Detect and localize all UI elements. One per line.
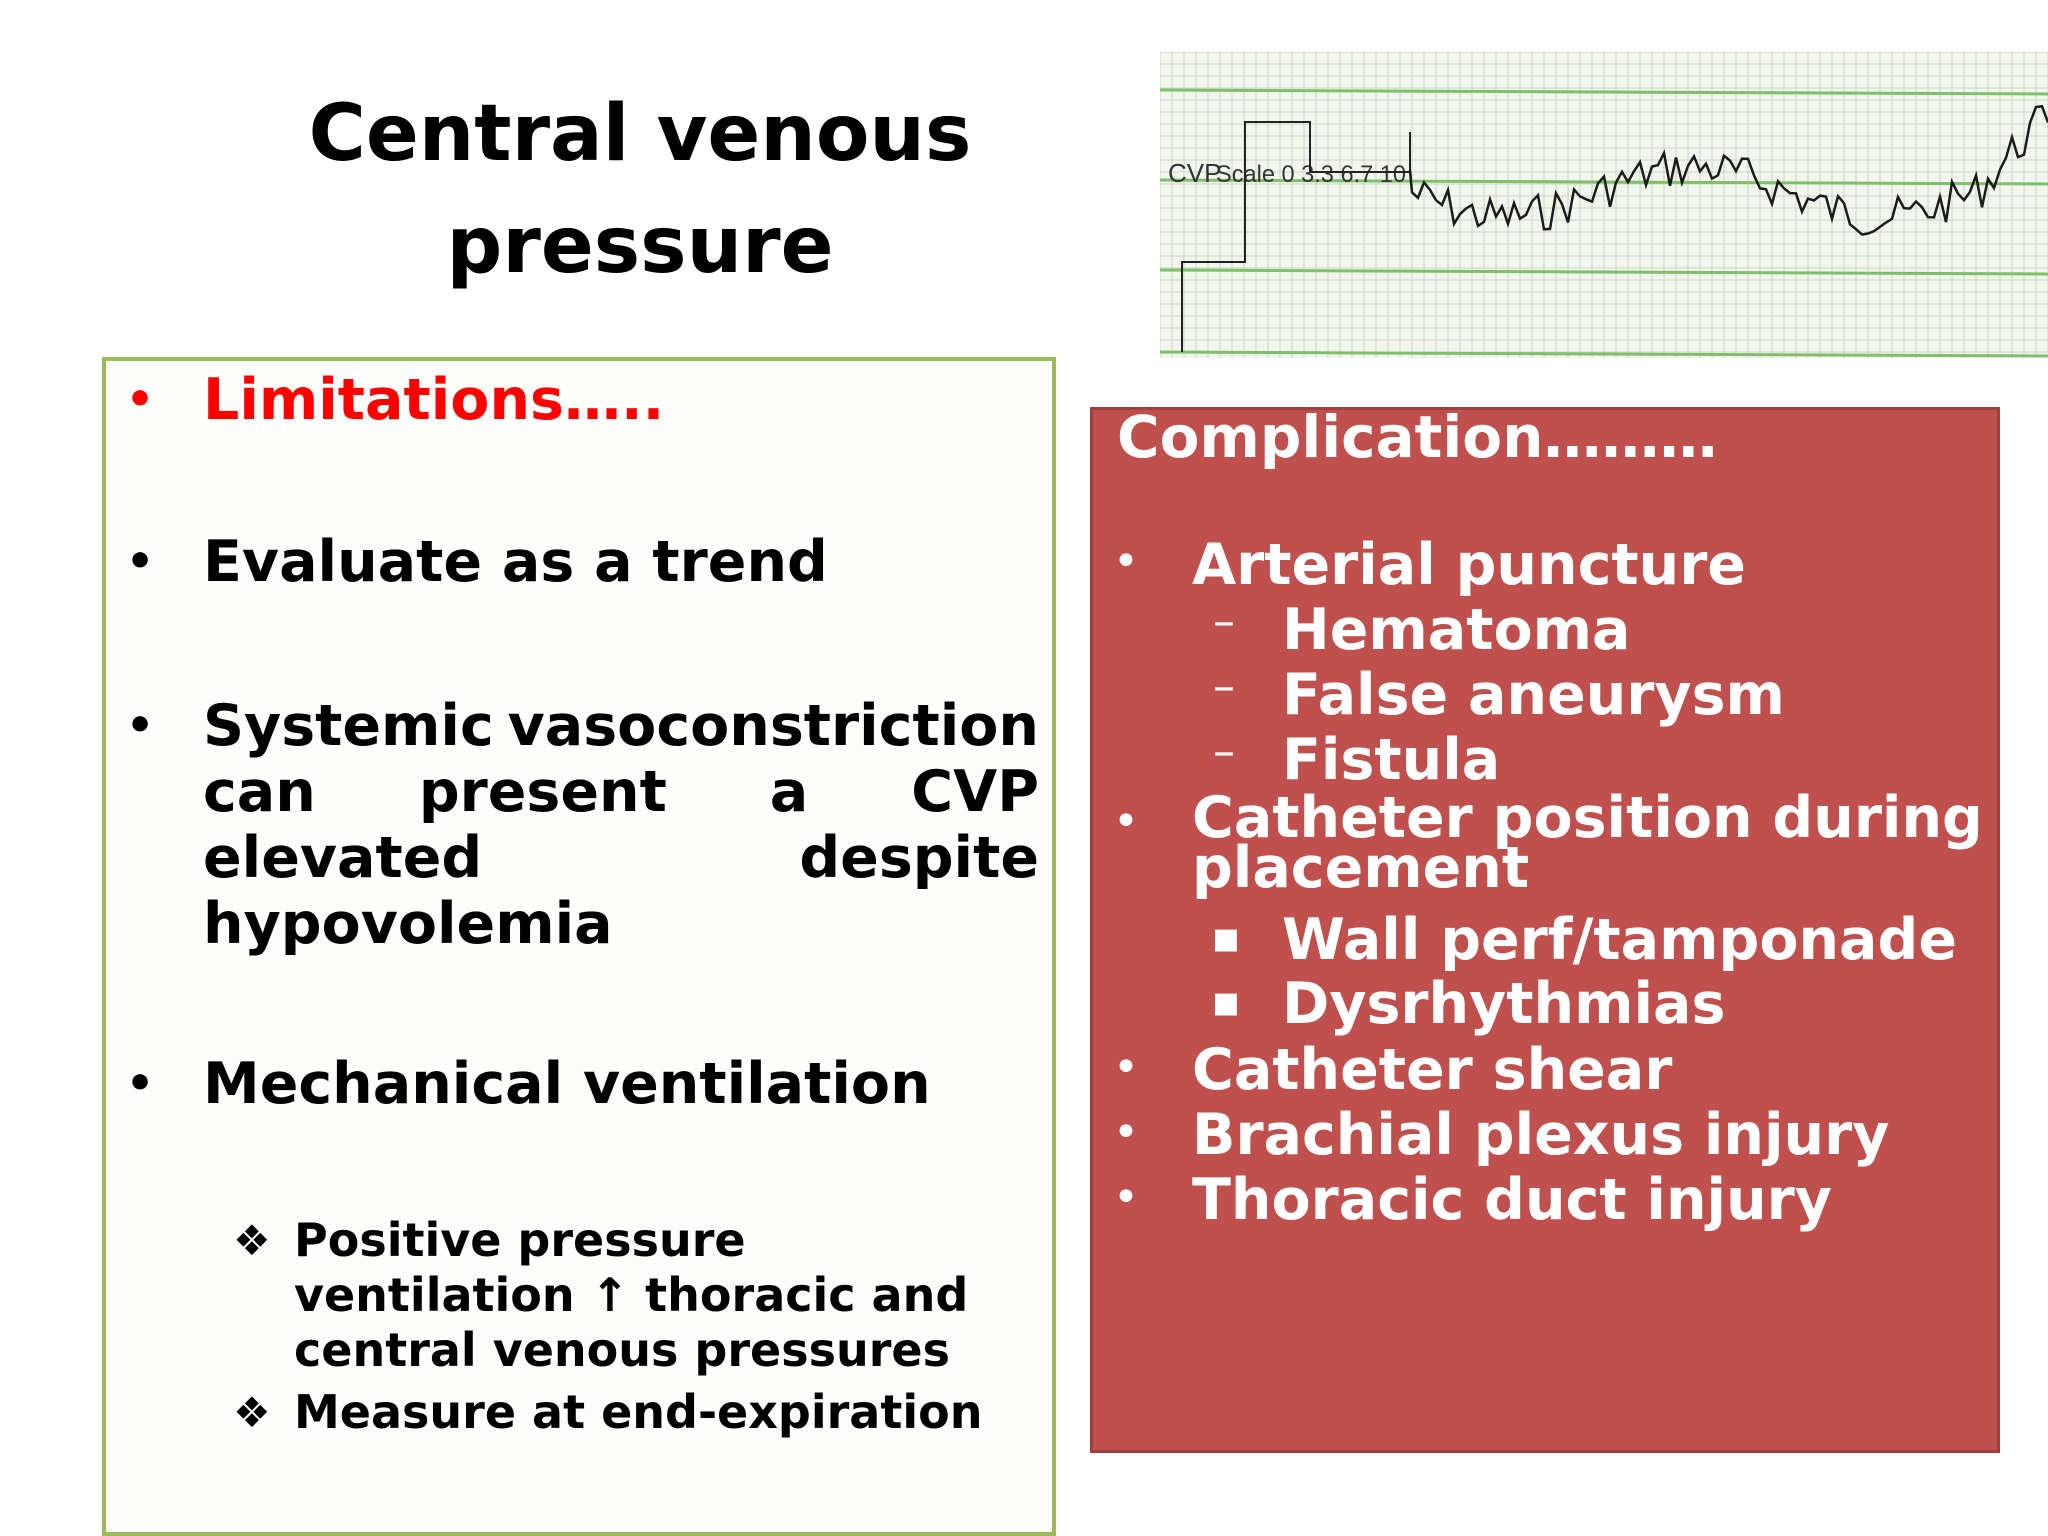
bullet-icon: • <box>126 700 155 751</box>
complication-item: Catheter shear <box>1192 1037 1673 1103</box>
complication-item: Catheter position during placement <box>1192 785 1983 901</box>
complication-sub-item: Fistula <box>1282 727 1501 793</box>
bullet-icon: • <box>1113 1107 1139 1158</box>
cvp-waveform-image <box>1160 52 2048 358</box>
bullet-icon: • <box>126 1058 155 1109</box>
complication-item: Arterial puncture <box>1192 532 1746 598</box>
systemic-line-2: can present a CVP <box>203 759 1039 825</box>
systemic-line-3: elevated despite <box>203 825 1039 891</box>
limitation-text: Evaluate as a trend <box>203 529 828 595</box>
complication-item: Thoracic duct injury <box>1192 1167 1832 1233</box>
systemic-line-4: hypovolemia <box>203 891 613 957</box>
sub-item-text: Positive pressure ventilation ↑ thoracic and central venous pressures <box>294 1213 969 1377</box>
limitation-text <box>203 693 1039 957</box>
cvp-waveform-graphic <box>1160 52 2048 358</box>
title-line-2: pressure <box>446 201 834 291</box>
diamond-bullet-icon: ❖ <box>233 1388 271 1437</box>
complications-heading: Complication……… <box>1117 403 1718 471</box>
bullet-icon: • <box>1113 796 1139 847</box>
title-line-1: Central venous <box>308 89 972 179</box>
dash-icon: – <box>1213 661 1235 712</box>
square-bullet-icon: ▪ <box>1211 912 1241 963</box>
complication-sub-item: Dysrhythmias <box>1282 971 1726 1037</box>
complication-sub-item: Wall perf/tamponade <box>1282 907 1957 973</box>
sub-item-text: Measure at end-expiration <box>294 1385 983 1439</box>
cvp-scale-text: Scale 0 3.3 6.7 10 <box>1216 161 1406 188</box>
bullet-icon: • <box>1113 536 1139 587</box>
complications-panel <box>1090 403 2000 1453</box>
limitations-heading: Limitations….. <box>203 367 665 433</box>
complication-sub-item: False aneurysm <box>1282 662 1785 728</box>
complication-item: Brachial plexus injury <box>1192 1102 1890 1168</box>
cvp-label: CVP <box>1168 158 1222 188</box>
dash-icon: – <box>1213 596 1235 647</box>
slide-title <box>240 78 1040 302</box>
square-bullet-icon: ▪ <box>1211 976 1241 1027</box>
complication-sub-item: Hematoma <box>1282 597 1631 663</box>
bullet-icon: • <box>126 374 155 425</box>
limitations-panel <box>102 357 1056 1536</box>
bullet-icon: • <box>126 536 155 587</box>
bullet-icon: • <box>1113 1172 1139 1223</box>
bullet-icon: • <box>1113 1042 1139 1093</box>
systemic-line-1: Systemic vasoconstriction <box>203 693 1039 759</box>
diamond-bullet-icon: ❖ <box>233 1216 271 1265</box>
limitation-text: Mechanical ventilation <box>203 1051 931 1117</box>
dash-icon: – <box>1213 726 1235 777</box>
